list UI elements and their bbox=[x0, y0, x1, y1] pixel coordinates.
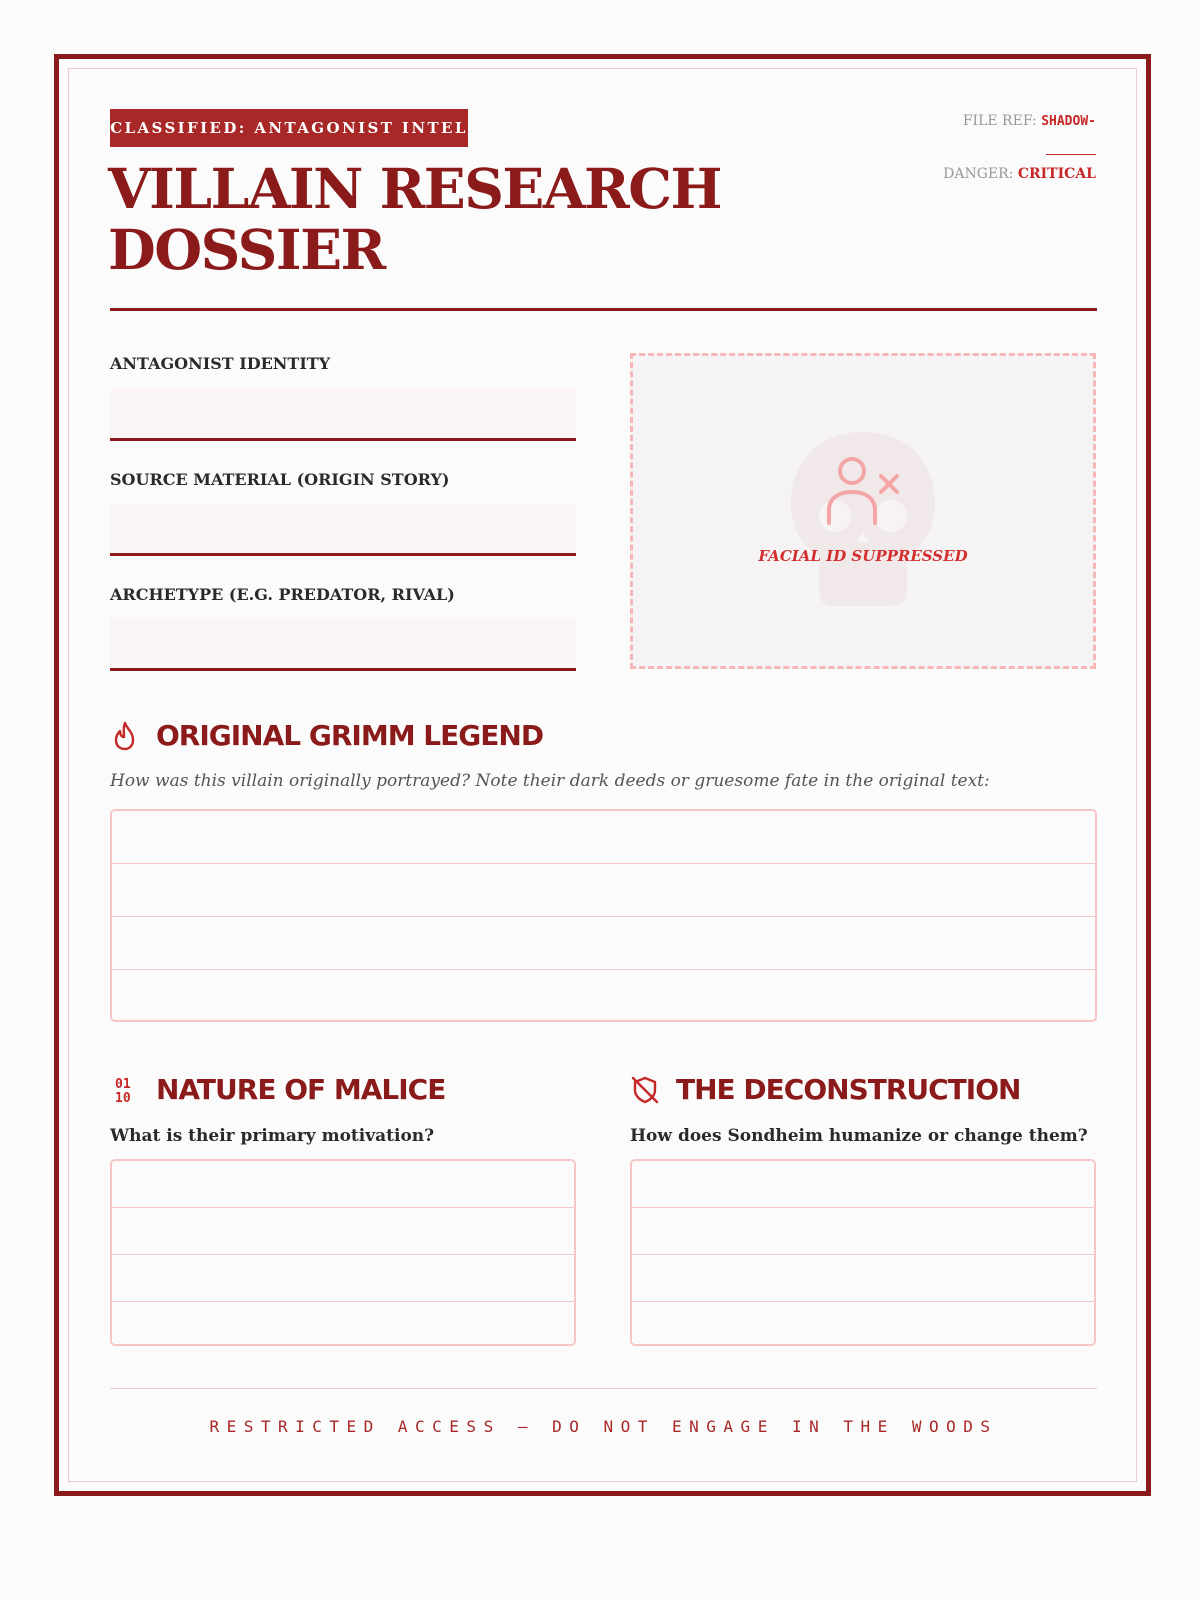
file-ref bbox=[963, 113, 1096, 129]
title-line-1: VILLAIN RESEARCH bbox=[108, 156, 721, 221]
user-x-icon bbox=[783, 424, 943, 614]
footer-text: RESTRICTED ACCESS — DO NOT ENGAGE IN THE WOODS bbox=[209, 1417, 998, 1436]
danger-level bbox=[943, 166, 1096, 182]
svg-text:10: 10 bbox=[115, 1090, 131, 1105]
malice-question: What is their primary motivation? bbox=[110, 1126, 435, 1146]
danger-label: DANGER: bbox=[943, 166, 1014, 182]
archetype-label: ARCHETYPE (E.G. PREDATOR, RIVAL) bbox=[110, 585, 455, 604]
answer-line bbox=[632, 1208, 1094, 1255]
meta-divider bbox=[1046, 154, 1096, 155]
malice-title: NATURE OF MALICE bbox=[156, 1073, 446, 1106]
classified-badge: CLASSIFIED: ANTAGONIST INTEL bbox=[110, 109, 468, 147]
identity-label: ANTAGONIST IDENTITY bbox=[110, 354, 331, 373]
legend-prompt: How was this villain originally portrayed? Note their dark deeds or gruesome fate in the original text: bbox=[110, 771, 990, 791]
answer-line bbox=[112, 864, 1095, 917]
deconstruction-answer-box[interactable] bbox=[630, 1159, 1096, 1346]
archetype-field[interactable] bbox=[110, 618, 576, 671]
answer-line bbox=[112, 1302, 574, 1344]
page-title bbox=[108, 158, 721, 280]
legend-answer-box[interactable] bbox=[110, 809, 1097, 1022]
title-line-2: DOSSIER bbox=[108, 217, 385, 282]
malice-answer-box[interactable] bbox=[110, 1159, 576, 1346]
shield-off-icon bbox=[630, 1075, 660, 1105]
source-label: SOURCE MATERIAL (ORIGIN STORY) bbox=[110, 470, 450, 489]
answer-line bbox=[112, 917, 1095, 970]
answer-line bbox=[112, 1208, 574, 1255]
deconstruction-question: How does Sondheim humanize or change them? bbox=[630, 1126, 1088, 1146]
malice-heading bbox=[110, 1073, 445, 1106]
photo-placeholder[interactable] bbox=[630, 353, 1096, 669]
answer-line bbox=[112, 1161, 574, 1208]
footer-rule bbox=[110, 1388, 1097, 1389]
file-ref-label: FILE REF: bbox=[962, 113, 1037, 129]
flame-icon bbox=[110, 721, 140, 751]
answer-line bbox=[112, 970, 1095, 1020]
source-field[interactable] bbox=[110, 503, 576, 556]
deconstruction-title: THE DECONSTRUCTION bbox=[676, 1073, 1021, 1106]
identity-field[interactable] bbox=[110, 388, 576, 441]
header-rule bbox=[110, 308, 1097, 311]
legend-title: ORIGINAL GRIMM LEGEND bbox=[156, 719, 544, 752]
answer-line bbox=[632, 1161, 1094, 1208]
answer-line bbox=[112, 811, 1095, 864]
svg-text:01: 01 bbox=[115, 1076, 131, 1092]
legend-heading bbox=[110, 719, 543, 752]
file-ref-value: SHADOW- bbox=[1041, 114, 1096, 129]
binary-icon bbox=[110, 1075, 140, 1105]
photo-caption: FACIAL ID SUPPRESSED bbox=[758, 547, 968, 565]
danger-value: CRITICAL bbox=[1017, 166, 1096, 182]
answer-line bbox=[632, 1255, 1094, 1302]
answer-line bbox=[112, 1255, 574, 1302]
deconstruction-heading bbox=[630, 1073, 1020, 1106]
answer-line bbox=[632, 1302, 1094, 1344]
